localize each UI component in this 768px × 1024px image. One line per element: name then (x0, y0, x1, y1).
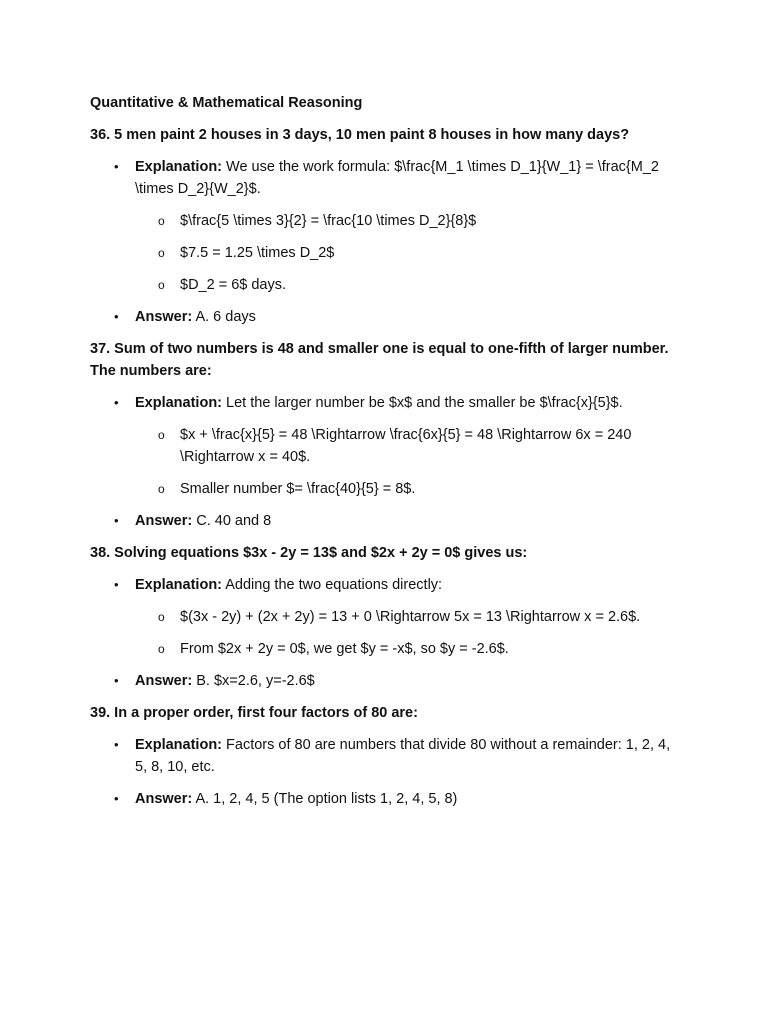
bullet-icon: • (114, 395, 119, 410)
explanation-text: We use the work formula: $\frac{M_1 \times D_1}{W_1} = \frac{M_2 \times D_2}{W_2}$. (135, 159, 659, 197)
answer-text: B. $x=2.6, y=-2.6$ (192, 673, 315, 689)
circle-bullet-icon: o (158, 642, 165, 656)
explanation-label: Explanation: (135, 737, 223, 753)
step-text: $(3x - 2y) + (2x + 2y) = 13 + 0 \Rightarrow 5x = 13 \Rightarrow x = 2.6$. (180, 609, 641, 625)
answer-text: A. 1, 2, 4, 5 (The option lists 1, 2, 4, 5, 8) (192, 791, 458, 807)
explanation-steps (135, 210, 680, 296)
explanation-label: Explanation: (135, 159, 223, 175)
circle-bullet-icon: o (158, 428, 165, 442)
step-text: $\frac{5 \times 3}{2} = \frac{10 \times D_2}{8}$ (180, 213, 477, 229)
question-details (90, 574, 680, 692)
bullet-icon: • (114, 791, 119, 806)
circle-bullet-icon: o (158, 246, 165, 260)
step-text: $x + \frac{x}{5} = 48 \Rightarrow \frac{6x}{5} = 48 \Rightarrow 6x = 240 \Rightarrow x = 40$. (180, 427, 632, 465)
question-block-39 (90, 702, 680, 810)
answer-text: A. 6 days (192, 309, 256, 325)
step-item (135, 274, 680, 296)
explanation-label: Explanation: (135, 395, 223, 411)
bullet-icon: • (114, 577, 119, 592)
bullet-icon: • (114, 673, 119, 688)
answer-label: Answer: (135, 673, 193, 689)
explanation-item (90, 156, 680, 296)
question-block-37 (90, 338, 680, 532)
circle-bullet-icon: o (158, 214, 165, 228)
answer-text: C. 40 and 8 (192, 513, 272, 529)
circle-bullet-icon: o (158, 610, 165, 624)
step-item (135, 242, 680, 264)
answer-item (90, 788, 680, 810)
question-block-38 (90, 542, 680, 692)
bullet-icon: • (114, 737, 119, 752)
answer-item (90, 670, 680, 692)
answer-item (90, 510, 680, 532)
explanation-item (90, 734, 680, 778)
step-text: From $2x + 2y = 0$, we get $y = -x$, so $y = -2.6$. (180, 641, 509, 657)
question-prompt: 37. Sum of two numbers is 48 and smaller one is equal to one-fifth of larger number. The numbers are: (90, 341, 669, 379)
question-prompt: 36. 5 men paint 2 houses in 3 days, 10 men paint 8 houses in how many days? (90, 127, 630, 143)
explanation-text: Adding the two equations directly: (222, 577, 443, 593)
circle-bullet-icon: o (158, 482, 165, 496)
explanation-label: Explanation: (135, 577, 223, 593)
answer-label: Answer: (135, 513, 193, 529)
question-details (90, 156, 680, 328)
step-item (135, 638, 680, 660)
question-details (90, 392, 680, 532)
explanation-item (90, 574, 680, 660)
question-prompt: 39. In a proper order, first four factors of 80 are: (90, 705, 418, 721)
question-details (90, 734, 680, 810)
explanation-steps (135, 606, 680, 660)
answer-label: Answer: (135, 309, 193, 325)
explanation-item (90, 392, 680, 500)
bullet-icon: • (114, 309, 119, 324)
question-prompt: 38. Solving equations $3x - 2y = 13$ and $2x + 2y = 0$ gives us: (90, 545, 528, 561)
explanation-text: Factors of 80 are numbers that divide 80 without a remainder: 1, 2, 4, 5, 8, 10, etc. (135, 737, 671, 775)
question-block-36 (90, 124, 680, 328)
explanation-steps (135, 424, 680, 500)
document-page (90, 92, 680, 820)
step-text: Smaller number $= \frac{40}{5} = 8$. (180, 481, 416, 497)
explanation-text: Let the larger number be $x$ and the smaller be $\frac{x}{5}$. (222, 395, 623, 411)
bullet-icon: • (114, 513, 119, 528)
step-item (135, 210, 680, 232)
circle-bullet-icon: o (158, 278, 165, 292)
section-title: Quantitative & Mathematical Reasoning (90, 95, 363, 111)
step-text: $7.5 = 1.25 \times D_2$ (180, 245, 335, 261)
answer-item (90, 306, 680, 328)
answer-label: Answer: (135, 791, 193, 807)
step-item (135, 478, 680, 500)
step-text: $D_2 = 6$ days. (180, 277, 287, 293)
step-item (135, 606, 680, 628)
bullet-icon: • (114, 159, 119, 174)
step-item (135, 424, 680, 468)
